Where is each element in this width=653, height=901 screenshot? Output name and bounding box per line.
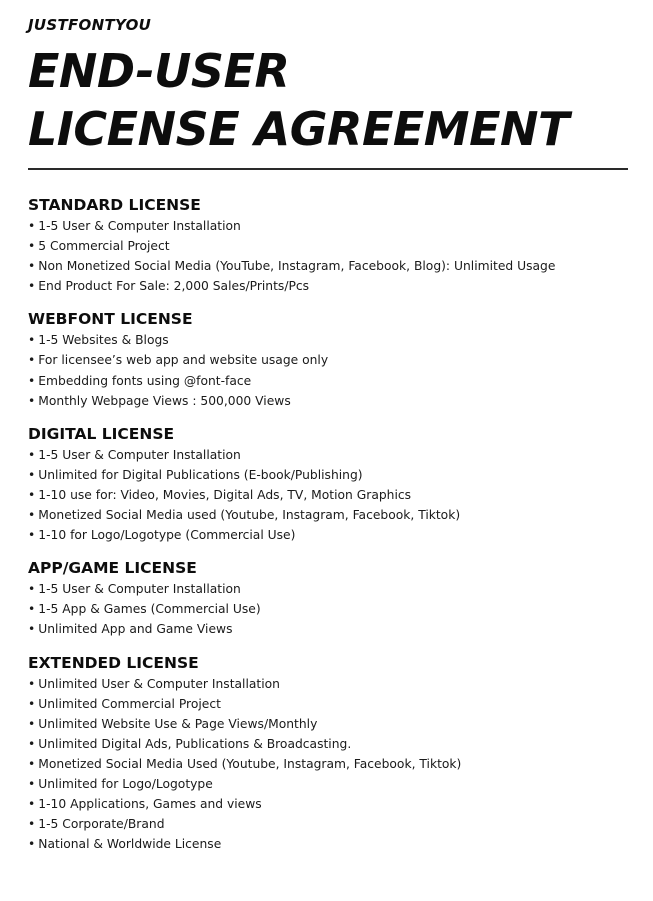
title-line: END-USER <box>28 44 290 98</box>
bullet-icon: • <box>28 776 36 791</box>
license-item-text: 1-5 User & Computer Installation <box>38 582 241 597</box>
license-item-list <box>28 330 628 410</box>
bullet-icon: • <box>28 797 36 812</box>
license-item <box>28 330 628 350</box>
bullet-icon: • <box>28 259 36 274</box>
bullet-icon: • <box>28 696 36 711</box>
license-item-text: 1-5 Websites & Blogs <box>38 333 169 348</box>
license-item <box>28 216 628 236</box>
license-item-list <box>28 674 628 855</box>
section-title: EXTENDED LICENSE <box>28 653 199 672</box>
license-item-text: 1-10 Applications, Games and views <box>38 797 262 812</box>
license-item-text: Monetized Social Media Used (Youtube, Instagram, Facebook, Tiktok) <box>38 756 462 771</box>
bullet-icon: • <box>28 467 36 482</box>
bullet-icon: • <box>28 353 36 368</box>
bullet-icon: • <box>28 716 36 731</box>
license-item <box>28 485 628 505</box>
license-item <box>28 391 628 411</box>
license-item <box>28 834 628 854</box>
license-item <box>28 465 628 485</box>
bullet-icon: • <box>28 622 36 637</box>
license-section <box>28 423 628 545</box>
license-item <box>28 445 628 465</box>
license-item-text: 1-10 use for: Video, Movies, Digital Ads, TV, Motion Graphics <box>38 487 412 502</box>
license-item-list <box>28 445 628 545</box>
license-item <box>28 714 628 734</box>
bullet-icon: • <box>28 219 36 233</box>
bullet-icon: • <box>28 736 36 751</box>
title-divider <box>28 168 628 170</box>
bullet-icon: • <box>28 239 36 254</box>
page-title <box>28 42 628 158</box>
license-item-text: 1-5 Corporate/Brand <box>38 817 165 832</box>
brand-logo: JUSTFONTYOU <box>28 16 152 34</box>
license-item <box>28 276 628 296</box>
bullet-icon: • <box>28 393 36 408</box>
license-item-text: Monthly Webpage Views : 500,000 Views <box>38 393 291 408</box>
section-title: DIGITAL LICENSE <box>28 424 175 443</box>
license-item <box>28 505 628 525</box>
bullet-icon: • <box>28 582 36 597</box>
license-item-text: National & Worldwide License <box>38 837 222 852</box>
license-section <box>28 308 628 410</box>
license-item-text: Monetized Social Media used (Youtube, Instagram, Facebook, Tiktok) <box>38 508 461 523</box>
license-section <box>28 652 628 855</box>
section-title: STANDARD LICENSE <box>28 196 201 214</box>
license-item-list <box>28 216 628 296</box>
license-item-text: For licensee’s web app and website usage only <box>38 353 329 368</box>
license-item <box>28 794 628 814</box>
license-item-text: 1-5 App & Games (Commercial Use) <box>38 602 261 617</box>
license-item-text: Unlimited User & Computer Installation <box>38 676 280 691</box>
license-item-text: 5 Commercial Project <box>38 239 170 254</box>
license-item <box>28 694 628 714</box>
bullet-icon: • <box>28 373 36 388</box>
license-item <box>28 754 628 774</box>
license-section <box>28 194 628 296</box>
title-line: LICENSE AGREEMENT <box>28 102 569 156</box>
license-sections <box>28 194 628 854</box>
license-item <box>28 371 628 391</box>
bullet-icon: • <box>28 333 36 348</box>
license-item-text: End Product For Sale: 2,000 Sales/Prints/Pcs <box>38 279 310 294</box>
license-item <box>28 734 628 754</box>
license-item <box>28 814 628 834</box>
license-item-text: Unlimited Website Use & Page Views/Monthly <box>38 716 318 731</box>
license-item-text: Unlimited for Logo/Logotype <box>38 776 213 791</box>
bullet-icon: • <box>28 487 36 502</box>
license-item-text: 1-5 User & Computer Installation <box>38 219 241 233</box>
license-section <box>28 557 628 639</box>
bullet-icon: • <box>28 817 36 832</box>
license-item <box>28 774 628 794</box>
license-item <box>28 236 628 256</box>
bullet-icon: • <box>28 447 36 462</box>
license-item <box>28 525 628 545</box>
license-item-text: Embedding fonts using @font-face <box>38 373 252 388</box>
license-item-text: 1-10 for Logo/Logotype (Commercial Use) <box>38 528 296 543</box>
license-item <box>28 674 628 694</box>
section-title: APP/GAME LICENSE <box>28 559 197 578</box>
license-item-text: Unlimited Commercial Project <box>38 696 221 711</box>
bullet-icon: • <box>28 837 36 852</box>
license-item <box>28 579 628 599</box>
license-item <box>28 256 628 276</box>
bullet-icon: • <box>28 508 36 523</box>
bullet-icon: • <box>28 676 36 691</box>
bullet-icon: • <box>28 756 36 771</box>
license-item-text: Unlimited for Digital Publications (E-book/Publishing) <box>38 467 363 482</box>
license-item-text: Unlimited App and Game Views <box>38 622 233 637</box>
bullet-icon: • <box>28 602 36 617</box>
license-item-text: Non Monetized Social Media (YouTube, Instagram, Facebook, Blog): Unlimited Usage <box>38 259 556 274</box>
license-item-text: 1-5 User & Computer Installation <box>38 447 241 462</box>
license-item-text: Unlimited Digital Ads, Publications & Broadcasting. <box>38 736 352 751</box>
license-item-list <box>28 579 628 639</box>
license-item <box>28 599 628 619</box>
license-item <box>28 619 628 639</box>
license-document <box>28 14 628 866</box>
bullet-icon: • <box>28 528 36 543</box>
section-title: WEBFONT LICENSE <box>28 310 193 329</box>
bullet-icon: • <box>28 279 36 294</box>
license-item <box>28 350 628 370</box>
